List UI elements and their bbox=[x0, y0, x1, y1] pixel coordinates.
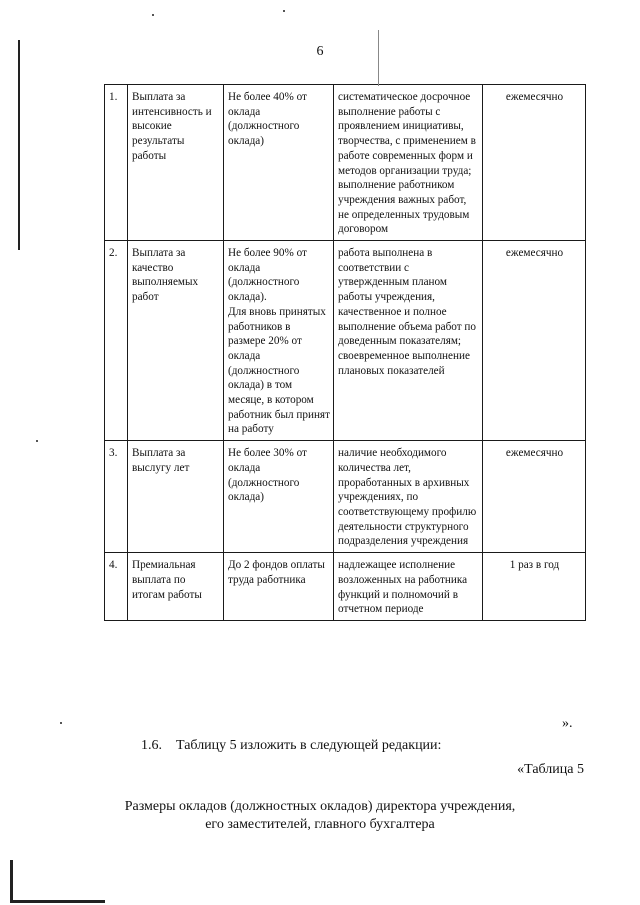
payment-condition-cell: работа выполнена в соответствии с утвержденным планом работы учреждения, качественное и полное выполнение объема работ по доведенным показателям; своевременное выполнение плановых показателей bbox=[334, 241, 483, 441]
scan-edge-bottom bbox=[10, 900, 105, 903]
scan-speck bbox=[152, 14, 154, 16]
payment-name-cell: Выплата за качество выполняемых работ bbox=[128, 241, 224, 441]
scan-speck bbox=[36, 440, 38, 442]
scan-speck bbox=[283, 10, 285, 12]
row-number-cell: 2. bbox=[105, 241, 128, 441]
payment-condition-cell: наличие необходимого количества лет, проработанных в архивных учреждениях, по соответствующему профилю деятельности структурного подразделения учреждения bbox=[334, 441, 483, 553]
table-row bbox=[105, 441, 586, 553]
payment-size-cell: Не более 40% от оклада (должностного оклада) bbox=[224, 85, 334, 241]
payment-size-cell: До 2 фондов оплаты труда работника bbox=[224, 553, 334, 621]
table-title bbox=[0, 798, 640, 834]
row-number-cell: 1. bbox=[105, 85, 128, 241]
payment-size-cell: Не более 90% от оклада (должностного оклада). Для вновь принятых работников в размере 20% от оклада (должностного оклада) в том месяце, в котором работник был принят на работу bbox=[224, 241, 334, 441]
instruction-text: 1.6. Таблицу 5 изложить в следующей редакции: bbox=[141, 738, 442, 753]
payment-size-cell: Не более 30% от оклада (должностного оклада) bbox=[224, 441, 334, 553]
payment-name-cell: Выплата за интенсивность и высокие результаты работы bbox=[128, 85, 224, 241]
page-number: 6 bbox=[316, 44, 324, 59]
table-label: «Таблица 5 bbox=[517, 762, 584, 777]
table-title-line-2: его заместителей, главного бухгалтера bbox=[205, 817, 435, 832]
table-title-line-1: Размеры окладов (должностных окладов) директора учреждения, bbox=[124, 799, 516, 814]
table-row bbox=[105, 85, 586, 241]
payments-table bbox=[104, 84, 586, 621]
table-row bbox=[105, 553, 586, 621]
payment-name-cell: Выплата за выслугу лет bbox=[128, 441, 224, 553]
payment-condition-cell: надлежащее исполнение возложенных на работника функций и полномочий в отчетном периоде bbox=[334, 553, 483, 621]
payment-frequency-cell: ежемесячно bbox=[483, 241, 586, 441]
payment-frequency-cell: ежемесячно bbox=[483, 85, 586, 241]
scan-edge-left-lower bbox=[10, 860, 13, 902]
closing-quote: ». bbox=[562, 716, 573, 731]
payment-condition-cell: систематическое досрочное выполнение работы с проявлением инициативы, творчества, с применением в работе современных форм и методов организации труда; выполнение работником учреждения важных работ, не определенных трудовым договором bbox=[334, 85, 483, 241]
scan-edge-left bbox=[18, 40, 20, 250]
row-number-cell: 3. bbox=[105, 441, 128, 553]
table-row bbox=[105, 241, 586, 441]
payment-frequency-cell: ежемесячно bbox=[483, 441, 586, 553]
payment-frequency-cell: 1 раз в год bbox=[483, 553, 586, 621]
scan-fold-line bbox=[378, 30, 379, 86]
payment-name-cell: Премиальная выплата по итогам работы bbox=[128, 553, 224, 621]
row-number-cell: 4. bbox=[105, 553, 128, 621]
scan-speck bbox=[60, 722, 62, 724]
